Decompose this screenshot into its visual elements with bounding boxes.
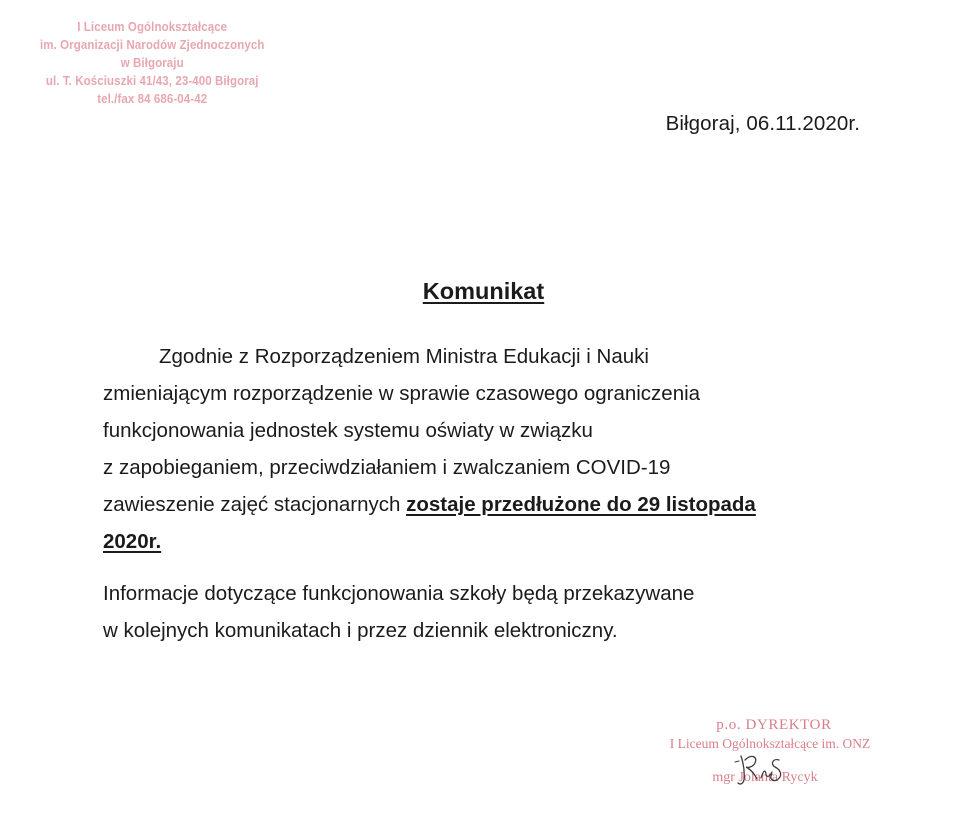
paragraph-line: zmieniającym rozporządzenie w sprawie czasowego ograniczenia [103,382,701,405]
stamp-line-phone: tel./fax 84 686-04-42 [97,92,208,106]
paragraph-line: funkcjonowania jednostek systemu oświaty w związku [103,419,593,442]
director-name: mgr Jolanta Rycyk [712,770,818,785]
handwritten-signature [725,748,795,794]
paragraph-line: z zapobieganiem, przeciwdziałaniem i zwalczaniem COVID-19 [103,456,671,479]
paragraph-line: w kolejnych komunikatach i przez dziennik elektroniczny. [103,619,618,642]
paragraph-line [103,486,883,523]
paragraph-line-text: zawieszenie zajęć stacjonarnych [103,493,407,516]
paragraph-line: Informacje dotyczące funkcjonowania szkoły będą przekazywane [103,582,695,605]
stamp-line-school: I Liceum Ogólnokształcące [77,20,228,34]
paragraph-line-text: Zgodnie z Rozporządzeniem Ministra Edukacji i Nauki [159,345,649,368]
document-date: Biłgoraj, 06.11.2020r. [665,112,860,135]
director-title: p.o. DYREKTOR [716,717,832,733]
announcement-paragraph [103,338,883,560]
director-school: I Liceum Ogólnokształcące im. ONZ [669,736,871,751]
extension-notice-emphasis: zostaje przedłużone do 29 listopada [406,493,756,516]
paragraph-line [103,338,883,375]
paragraph-line [103,523,883,560]
document-title: Komunikat [422,278,545,304]
stamp-line-address: ul. T. Kościuszki 41/43, 23-400 Biłgoraj [45,74,259,88]
school-header-stamp [28,18,276,108]
stamp-line-city: w Biłgoraju [120,56,184,70]
stamp-line-patron: im. Organizacji Narodów Zjednoczonych [39,38,265,52]
extension-date-emphasis: 2020r. [103,530,162,553]
information-paragraph [103,575,883,649]
